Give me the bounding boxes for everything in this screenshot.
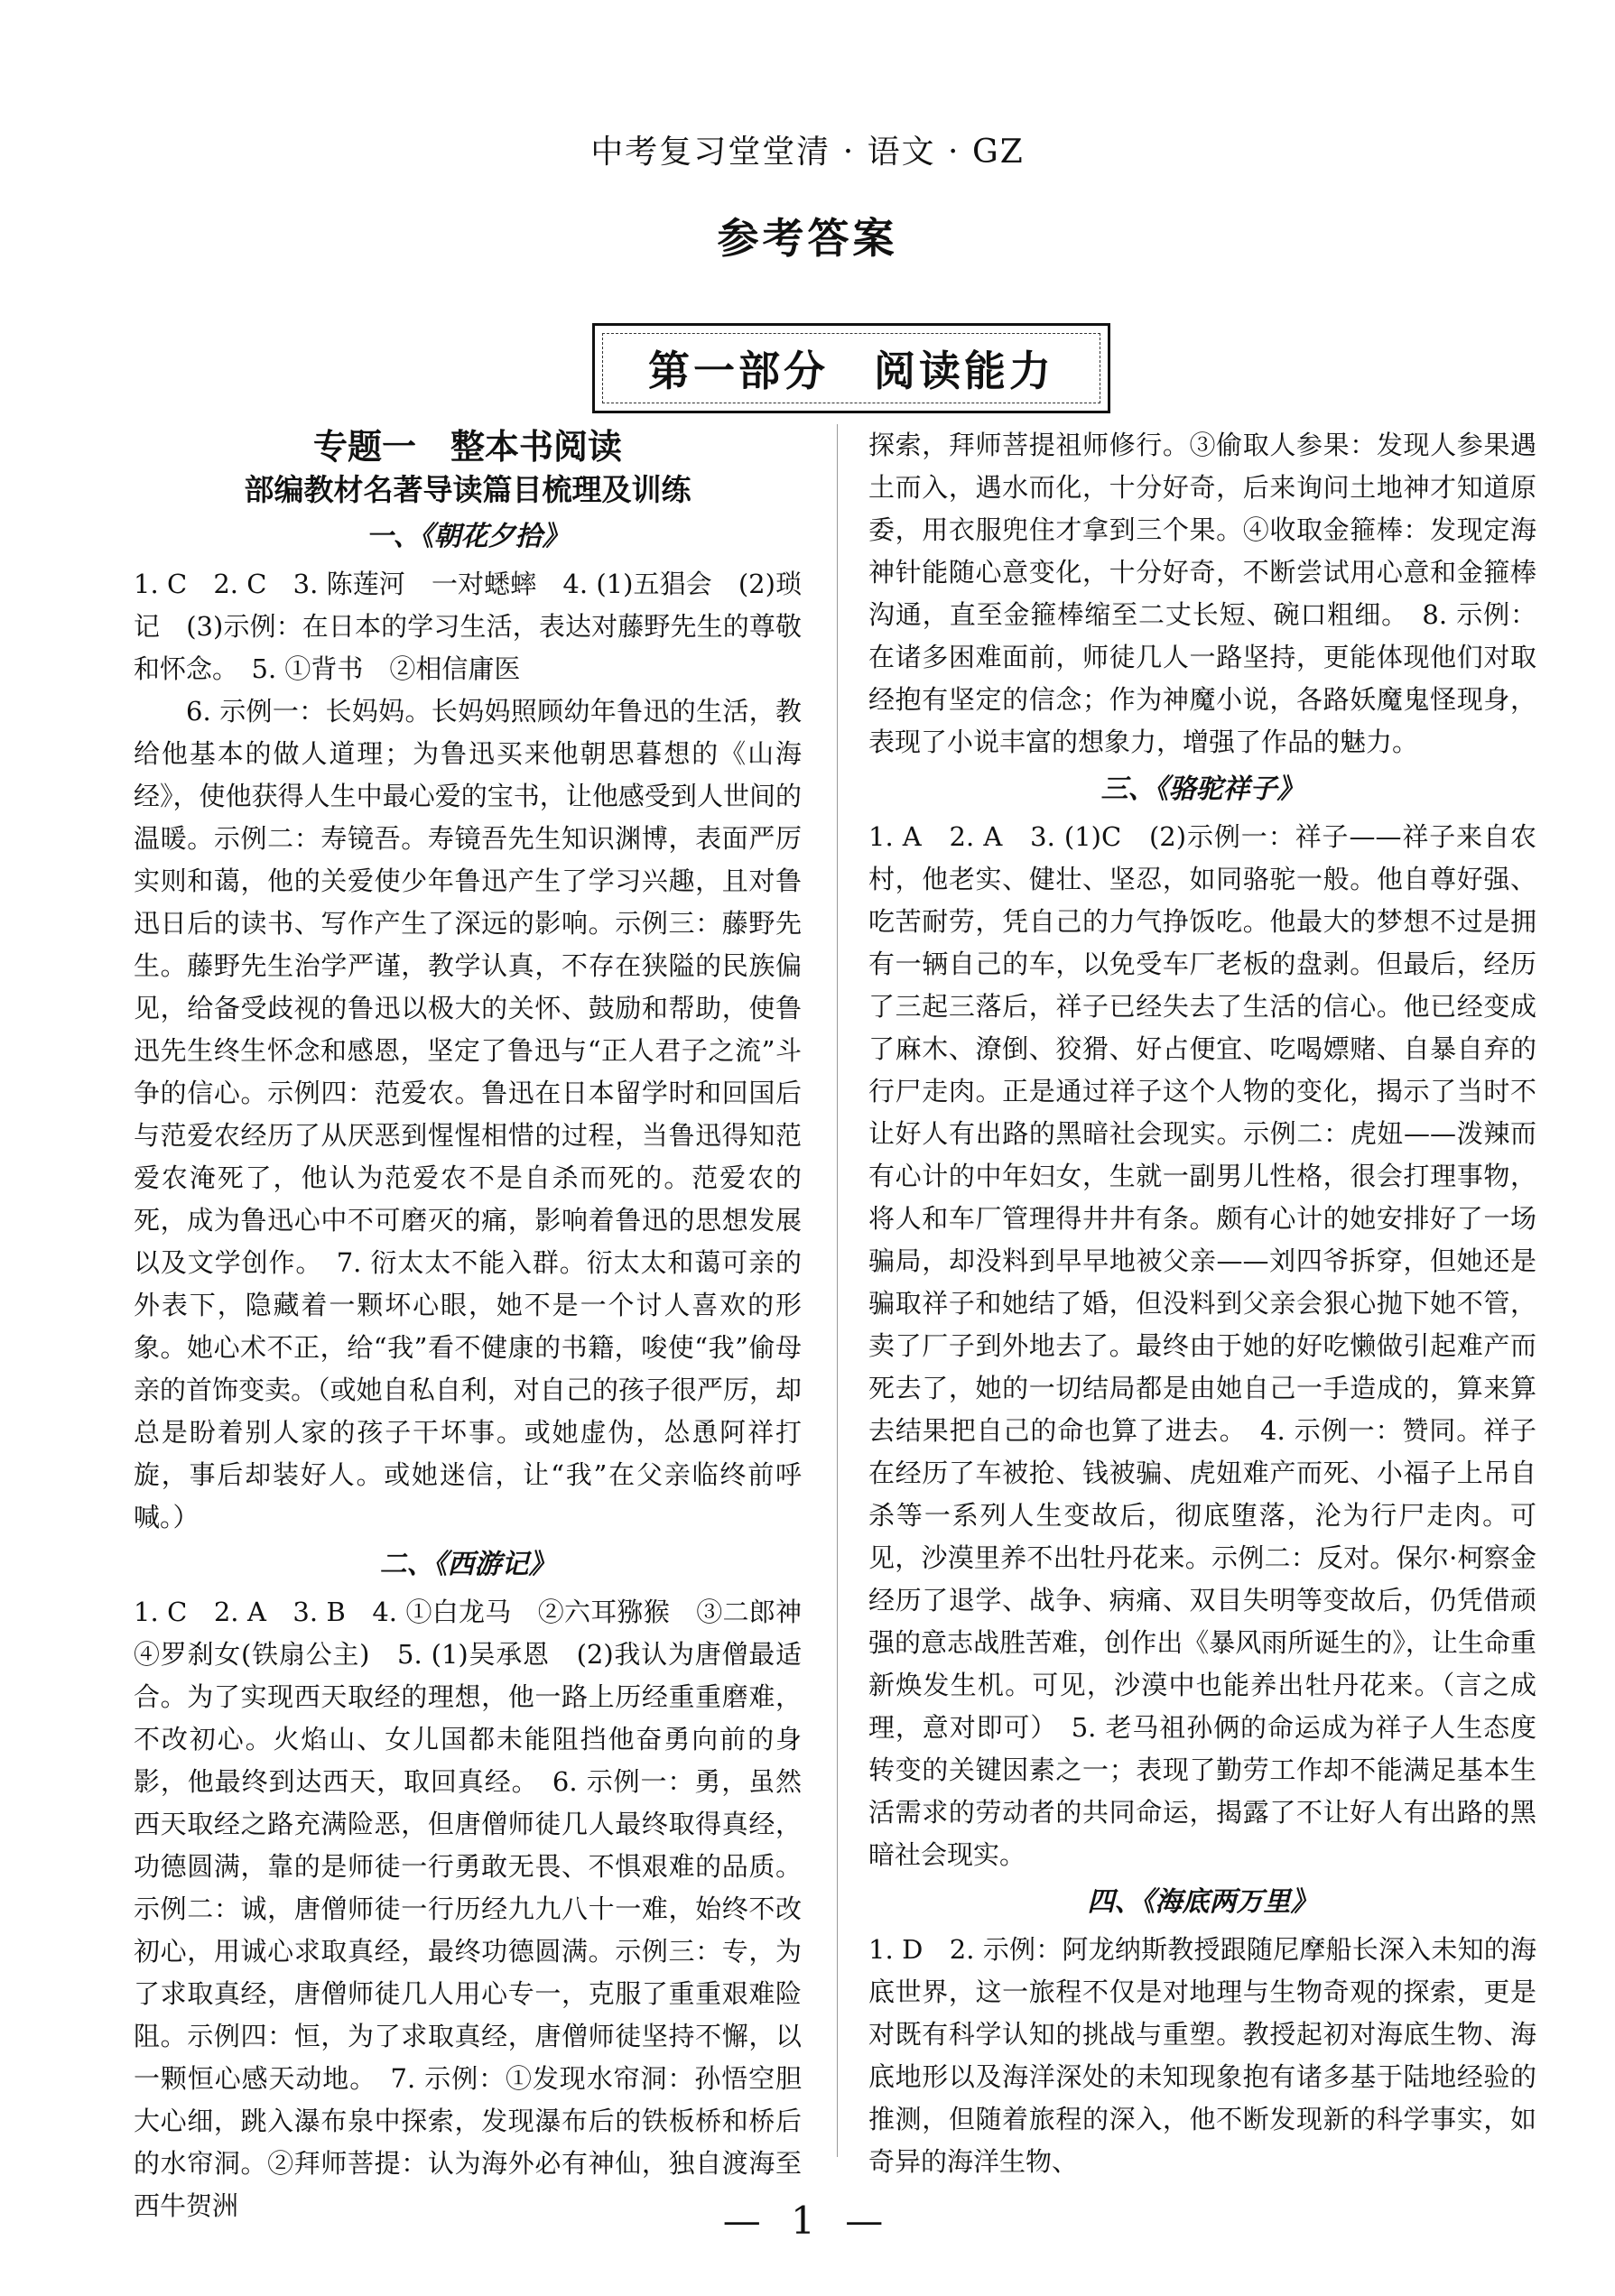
answer-paragraph: 探索，拜师菩提祖师修行。③偷取人参果：发现人参果遇土而入，遇水而化，十分好奇，后来询问土地神才知道原委，用衣服兜住才拿到三个果。④收取金箍棒：发现定海神针能随心意变化，十分好奇，不断尝试用心意和金箍棒沟通，直至金箍棒缩至二丈长短、碗口粗细。 8. 示例：在诸多困难面前，师徒几人一路坚持，更能体现他们对取经抱有坚定的信念；作为神魔小说，各路妖魔鬼怪现身，表现了小说丰富的想象力，增强了作品的魅力。 bbox=[868, 430, 1536, 757]
section-heading: 二、《西游记》 bbox=[379, 1549, 556, 1580]
answer-paragraph: 1. C 2. A 3. B 4. ①白龙马 ②六耳猕猴 ③二郎神 ④罗刹女(铁扇公主) 5. (1)吴承恩 (2)我认为唐僧最适合。为了实现西天取经的理想，他一路上历经重重磨难，不改初心。火焰山、女儿国都未能阻挡他奋勇向前的身影，他最终到达西天，取回真经。 6. 示例一：勇，虽然西天取经之路充满险恶，但唐僧师徒几人最终取得真经，功德圆满，靠的是师徒一行勇敢无畏、不惧艰难的品质。示例二：诚，唐僧师徒一行历经九九八十一难，始终不改初心，用诚心求取真经，最终功德圆满。示例三：专，为了求取真经，唐僧师徒几人用心专一，克服了重重艰难险阻。示例四：恒，为了求取真经，唐僧师徒坚持不懈，以一颗恒心感天动地。 7. 示例：①发现水帘洞：孙悟空胆大心细，跳入瀑布泉中探索，发现瀑布后的铁板桥和桥后的水帘洞。②拜师菩提：认为海外必有神仙，独自渡海至西牛贺洲 bbox=[134, 1597, 829, 2221]
right-column bbox=[868, 424, 1536, 2183]
section-heading: 一、《朝花夕拾》 bbox=[366, 521, 570, 552]
column-divider bbox=[837, 424, 838, 2157]
answer-paragraph: 1. C 2. C 3. 陈莲河 一对蟋蟀 4. (1)五猖会 (2)琐记 (3)示例：在日本的学习生活，表达对藤野先生的尊敬和怀念。 5. ①背书 ②相信庸医 bbox=[134, 569, 802, 684]
answer-paragraph: 1. A 2. A 3. (1)C (2)示例一：祥子——祥子来自农村，他老实、健壮、坚忍，如同骆驼一般。他自尊好强、吃苦耐劳，凭自己的力气挣饭吃。他最大的梦想不过是拥有一辆自己的车，以免受车厂老板的盘剥。但最后，经历了三起三落后，祥子已经失去了生活的信心。他已经变成了麻木、潦倒、狡猾、好占便宜、吃喝嫖赌、自暴自弃的行尸走肉。正是通过祥子这个人物的变化，揭示了当时不让好人有出路的黑暗社会现实。示例二：虎妞——泼辣而有心计的中年妇女，生就一副男儿性格，很会打理事物，将人和车厂管理得井井有条。颇有心计的她安排好了一场骗局，却没料到早早地被父亲——刘四爷拆穿，但她还是骗取祥子和她结了婚，但没料到父亲会狠心抛下她不管，卖了厂子到外地去了。最终由于她的好吃懒做引起难产而死去了，她的一切结局都是由她自己一手造成的，算来算去结果把自己的命也算了进去。 4. 示例一：赞同。祥子在经历了车被抢、钱被骗、虎妞难产而死、小福子上吊自杀等一系列人生变故后，彻底堕落，沦为行尸走肉。可见，沙漠里养不出牡丹花来。示例二：反对。保尔·柯察金经历了退学、战争、病痛、双目失明等变故后，仍凭借顽强的意志战胜苦难，创作出《暴风雨所诞生的》，让生命重新焕发生机。可见，沙漠中也能养出牡丹花来。（言之成理，意对即可） 5. 老马祖孙俩的命运成为祥子人生态度转变的关键因素之一；表现了勤劳工作却不能满足基本生活需求的劳动者的共同命运，揭露了不让好人有出路的黑暗社会现实。 bbox=[868, 821, 1536, 1870]
topic-subtitle: 部编教材名著导读篇目梳理及训练 bbox=[244, 472, 691, 507]
answer-paragraph: 1. D 2. 示例：阿龙纳斯教授跟随尼摩船长深入未知的海底世界，这一旅程不仅是对地理与生物奇观的探索，更是对既有科学认知的挑战与重塑。教授起初对海底生物、海底地形以及海洋深处的未知现象抱有诸多基于陆地经验的推测，但随着旅程的深入，他不断发现新的科学事实，如奇异的海洋生物、 bbox=[868, 1934, 1536, 2177]
part-title: 第一部分 阅读能力 bbox=[648, 347, 1054, 395]
section-heading: 三、《骆驼祥子》 bbox=[1100, 773, 1304, 805]
document-title: 参考答案 bbox=[717, 214, 898, 263]
topic-heading: 专题一 整本书阅读 bbox=[312, 427, 622, 467]
running-header: 中考复习堂堂清 · 语文 · GZ bbox=[590, 134, 1025, 171]
page-number: — 1 — bbox=[722, 2199, 893, 2243]
section-heading: 四、《海底两万里》 bbox=[1087, 1886, 1318, 1918]
answer-paragraph: 6. 示例一：长妈妈。长妈妈照顾幼年鲁迅的生活，教给他基本的做人道理；为鲁迅买来他朝思暮想的《山海经》，使他获得人生中最心爱的宝书，让他感受到人世间的温暖。示例二：寿镜吾。寿镜吾先生知识渊博，表面严厉实则和蔼，他的关爱使少年鲁迅产生了学习兴趣，且对鲁迅日后的读书、写作产生了深远的影响。示例三：藤野先生。藤野先生治学严谨，教学认真，不存在狭隘的民族偏见，给备受歧视的鲁迅以极大的关怀、鼓励和帮助，使鲁迅先生终生怀念和感恩，坚定了鲁迅与“正人君子之流”斗争的信心。示例四：范爱农。鲁迅在日本留学时和回国后与范爱农经历了从厌恶到惺惺相惜的过程，当鲁迅得知范爱农淹死了，他认为范爱农不是自杀而死的。范爱农的死，成为鲁迅心中不可磨灭的痛，影响着鲁迅的思想发展以及文学创作。 7. 衍太太不能入群。衍太太和蔼可亲的外表下，隐藏着一颗坏心眼，她不是一个讨人喜欢的形象。她心术不正，给“我”看不健康的书籍，唆使“我”偷母亲的首饰变卖。（或她自私自利，对自己的孩子很严厉，却总是盼着别人家的孩子干坏事。或她虚伪，怂恿阿祥打旋，事后却装好人。或她迷信，让“我”在父亲临终前呼喊。） bbox=[134, 696, 802, 1532]
left-column bbox=[134, 424, 829, 2227]
part-title-box bbox=[592, 323, 1110, 413]
